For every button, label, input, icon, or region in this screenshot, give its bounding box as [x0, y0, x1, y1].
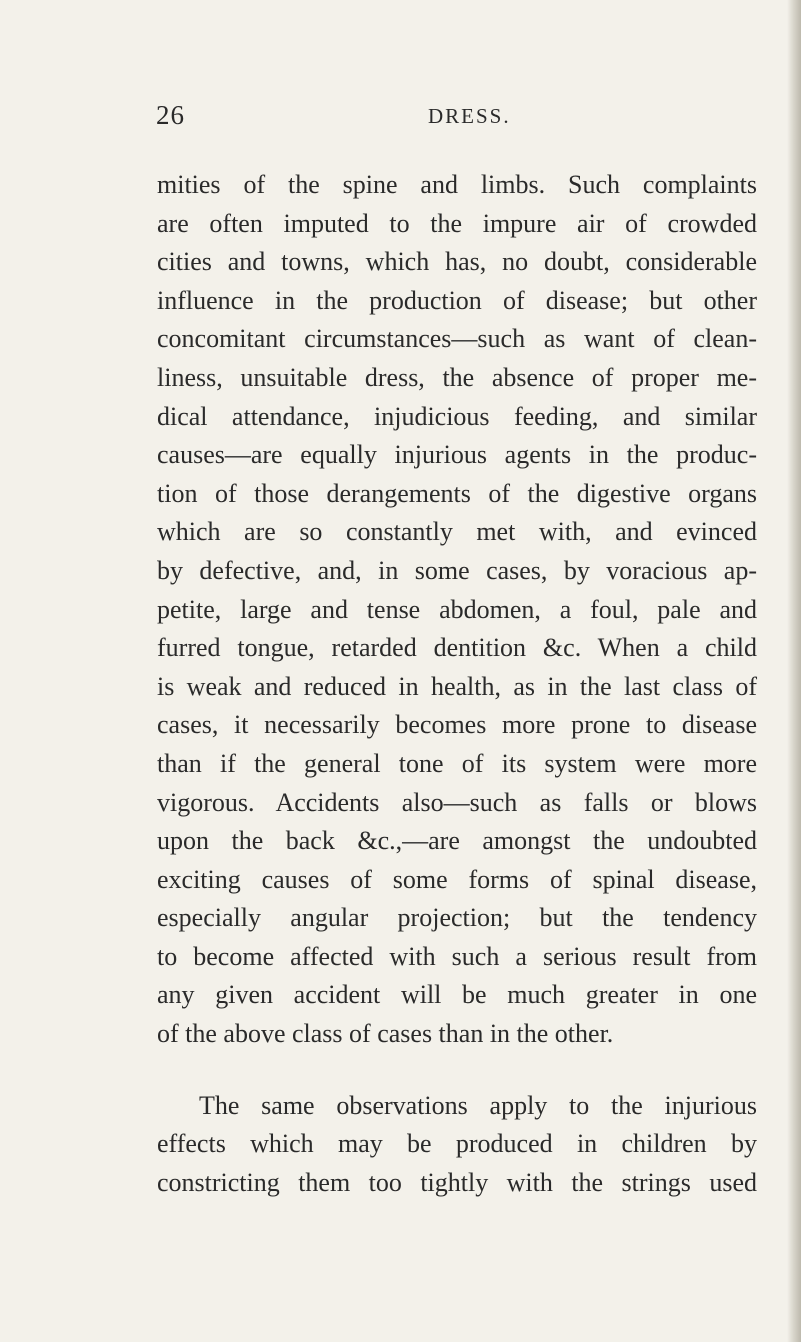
- page-header: [0, 100, 801, 140]
- text-line: concomitant circumstances—such as want of clean-: [157, 324, 757, 354]
- paragraph-gap: [157, 1054, 757, 1087]
- text-line: constricting them too tightly with the strings used: [157, 1167, 757, 1197]
- text-line: exciting causes of some forms of spinal disease,: [157, 864, 757, 894]
- text-line: The same observations apply to the injurious: [199, 1090, 757, 1120]
- text-line: influence in the production of disease; but other: [157, 285, 757, 315]
- paragraph: [157, 166, 757, 1054]
- text-line: of the above class of cases than in the other.: [157, 1019, 614, 1049]
- text-line: cases, it necessarily becomes more prone to disease: [157, 710, 757, 740]
- paragraph: [157, 1087, 757, 1203]
- text-line: tion of those derangements of the digestive organs: [157, 478, 757, 508]
- page-edge-shadow: [787, 0, 801, 1342]
- text-line: is weak and reduced in health, as in the last class of: [157, 671, 757, 701]
- text-line: by defective, and, in some cases, by voracious ap-: [157, 555, 757, 585]
- text-line: petite, large and tense abdomen, a foul, pale and: [157, 594, 757, 624]
- text-line: than if the general tone of its system were more: [157, 748, 757, 778]
- text-line: mities of the spine and limbs. Such complaints: [157, 170, 757, 199]
- text-line: dical attendance, injudicious feeding, and similar: [157, 401, 757, 431]
- body-text: [157, 166, 757, 1202]
- text-line: liness, unsuitable dress, the absence of proper me-: [157, 362, 757, 392]
- text-line: cities and towns, which has, no doubt, considerable: [157, 247, 757, 277]
- page-number: 26: [156, 100, 185, 130]
- text-line: effects which may be produced in children by: [157, 1129, 757, 1159]
- text-line: to become affected with such a serious result from: [157, 941, 757, 971]
- text-line: furred tongue, retarded dentition &c. When a child: [157, 633, 757, 663]
- text-line: are often imputed to the impure air of crowded: [157, 208, 757, 238]
- text-line: causes—are equally injurious agents in the produc-: [157, 440, 757, 470]
- text-line: upon the back &c.,—are amongst the undoubted: [157, 826, 757, 856]
- text-line: especially angular projection; but the tendency: [157, 903, 757, 933]
- text-line: which are so constantly met with, and evinced: [157, 517, 757, 547]
- running-head: DRESS.: [428, 104, 511, 128]
- text-line: vigorous. Accidents also—such as falls or blows: [157, 787, 757, 817]
- text-line: any given accident will be much greater in one: [157, 980, 757, 1010]
